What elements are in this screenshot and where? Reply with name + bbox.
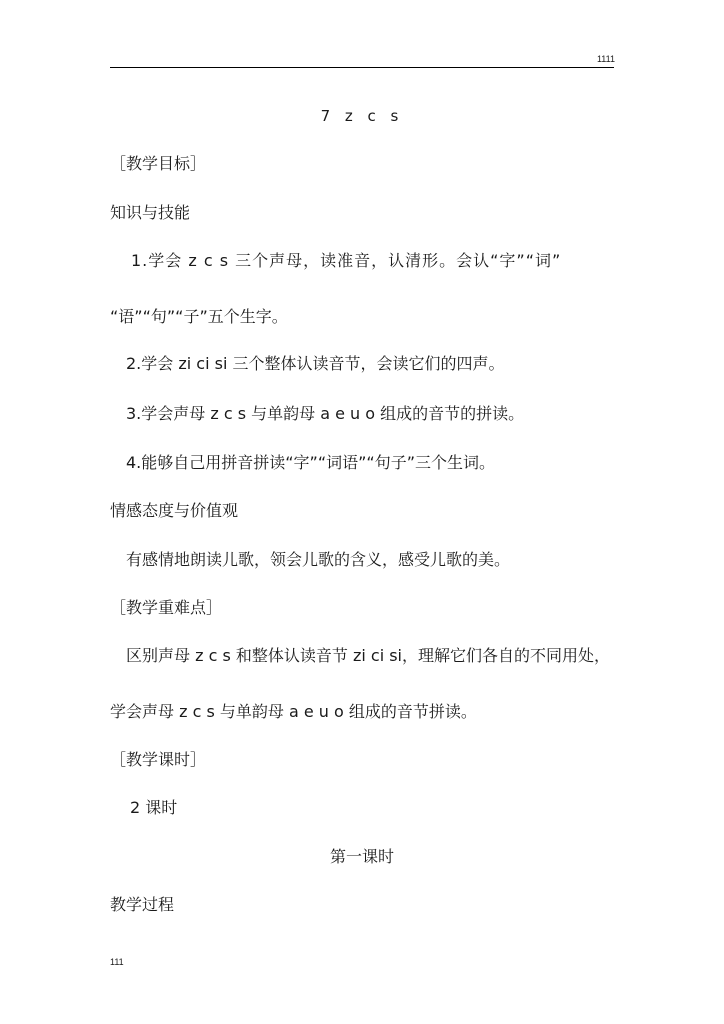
footer-page-number: 111 xyxy=(110,957,124,967)
key-points-text: 区别声母 z c s 和整体认读音节 zi ci si，理解它们各自的不同用处， xyxy=(126,646,611,665)
section-heading-class-hours: ［教学课时］ xyxy=(110,750,207,769)
header-rule xyxy=(110,67,614,68)
objective-item-2: 2.学会 zi ci si 三个整体认读音节，会读它们的四声。 xyxy=(126,354,505,373)
subheading-knowledge-skills: 知识与技能 xyxy=(110,203,191,222)
objective-item-3: 3.学会声母 z c s 与单韵母 a e u o 组成的音节的拼读。 xyxy=(126,404,525,423)
section-heading-key-points: ［教学重难点］ xyxy=(110,598,223,617)
emotion-goal-text: 有感情地朗读儿歌，领会儿歌的含义，感受儿歌的美。 xyxy=(126,550,511,569)
section-heading-objectives: ［教学目标］ xyxy=(110,154,207,173)
subheading-emotion-values: 情感态度与价值观 xyxy=(110,501,239,520)
objective-item-4: 4.能够自己用拼音拼读“字”“词语”“句子”三个生词。 xyxy=(126,453,496,472)
header-page-number: 1111 xyxy=(596,54,615,64)
first-lesson-heading: 第一课时 xyxy=(329,847,394,866)
class-hours-value: 2 课时 xyxy=(130,798,178,817)
objective-item-1: 1.学会 z c s 三个声母，读准音，认清形。会认“字”“词” xyxy=(131,251,562,270)
objective-item-1-continued: “语”“句”“子”五个生字。 xyxy=(110,307,288,326)
lesson-title: 7 z c s xyxy=(320,107,404,125)
key-points-text-continued: 学会声母 z c s 与单韵母 a e u o 组成的音节拼读。 xyxy=(110,702,477,721)
teaching-process-heading: 教学过程 xyxy=(110,895,175,914)
